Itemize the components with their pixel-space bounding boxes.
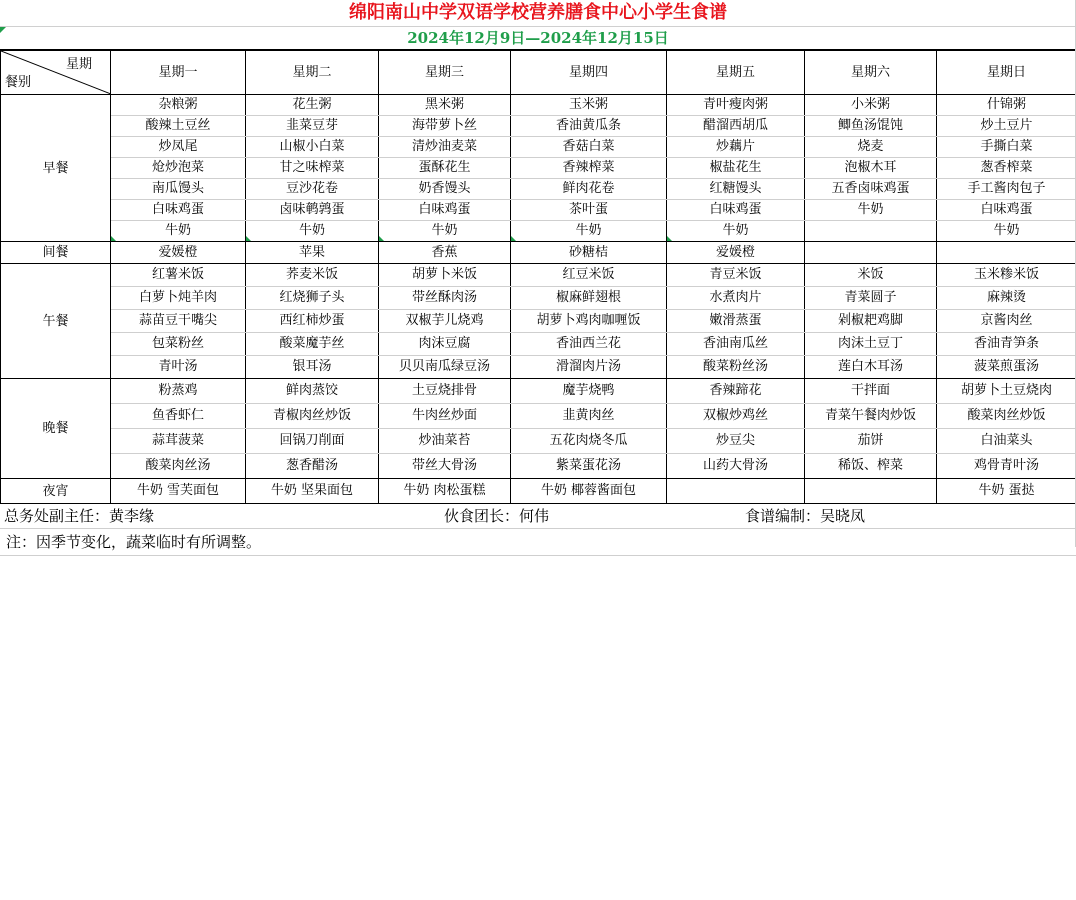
dish-cell [937,116,1076,137]
dish-cell [379,200,511,221]
dish-cell [937,404,1076,429]
day-header: 星期六 [805,51,937,95]
dish-name: 牛肉丝炒面 [411,408,477,423]
dish-cell [379,287,511,310]
dish-name: 带丝大骨汤 [411,458,477,473]
corner-weekday-label: 星期 [65,57,92,72]
dish-cell [246,116,379,137]
dish-cell [667,200,805,221]
dish-cell [111,116,246,137]
dish-name: 山椒小白菜 [279,139,345,154]
day-header: 星期一 [111,51,246,95]
dish-name: 韭黄肉丝 [562,408,615,423]
dish-cell [511,264,667,287]
dish-name: 手撕白菜 [980,139,1033,154]
meal-row [1,137,1076,158]
dish-name: 牛奶 [431,223,458,238]
dish-name: 炒藕片 [715,139,755,154]
dish-name: 烧麦 [857,139,884,154]
dish-cell [246,242,379,264]
dish-cell [246,310,379,333]
dish-name: 胡萝卜土豆烧肉 [960,383,1052,398]
dish-name: 香油西兰花 [555,336,621,351]
dish-name: 剁椒耙鸡脚 [837,313,903,328]
dish-name: 韭菜豆芽 [285,118,338,133]
dish-cell [805,404,937,429]
dish-cell [937,429,1076,454]
dish-name: 苹果 [298,245,325,260]
dish-cell [246,287,379,310]
dish-cell [111,404,246,429]
dish-cell [379,333,511,356]
dish-name: 青叶瘦肉粥 [702,97,768,112]
dish-name: 杂粮粥 [158,97,198,112]
dish-name: 紫菜蛋花汤 [555,458,621,473]
dish-cell [805,158,937,179]
dish-cell [937,310,1076,333]
dish-cell [511,137,667,158]
dish-name: 炝炒泡菜 [151,160,204,175]
dish-cell [111,200,246,221]
dish-name: 茶叶蛋 [568,202,608,217]
dish-name: 牛奶 [164,223,191,238]
dish-cell [511,454,667,479]
dish-name: 五花肉烧冬瓜 [549,433,628,448]
dish-cell [111,310,246,333]
dish-cell [937,454,1076,479]
dish-cell [937,479,1076,504]
dish-name: 泡椒木耳 [844,160,897,175]
dish-name: 海带萝卜丝 [411,118,477,133]
dish-cell [379,454,511,479]
dish-name: 红烧狮子头 [279,290,345,305]
dish-cell [805,333,937,356]
dish-cell [111,379,246,404]
dish-cell [667,116,805,137]
dish-cell [246,333,379,356]
dish-name: 奶香馒头 [418,181,471,196]
dish-name: 青叶汤 [158,359,198,374]
dish-name: 酸辣土豆丝 [145,118,211,133]
dish-name: 银耳汤 [292,359,332,374]
dish-cell [379,264,511,287]
dish-name: 贝贝南瓜绿豆汤 [398,359,490,374]
dish-name: 菠菜煎蛋汤 [973,359,1039,374]
dish-cell [805,287,937,310]
dish-cell [379,242,511,264]
dish-cell [937,379,1076,404]
dish-cell [667,404,805,429]
dish-cell [805,429,937,454]
dish-name: 葱香榨菜 [980,160,1033,175]
dish-name: 鲫鱼汤馄饨 [837,118,903,133]
dish-name: 牛奶 [722,223,749,238]
day-header: 星期三 [379,51,511,95]
dish-name: 牛奶 雪芙面包 [136,483,220,498]
header-row [1,51,1076,95]
dish-name: 白味鸡蛋 [151,202,204,217]
dish-name: 肉沫土豆丁 [837,336,903,351]
dish-cell [805,454,937,479]
dish-name: 米饭 [857,267,884,282]
dish-cell [111,95,246,116]
dish-name: 什锦粥 [986,97,1026,112]
dish-name: 爱媛橙 [715,245,755,260]
dish-name: 牛奶 [298,223,325,238]
compiler-label: 食谱编制：吴晓凤 [745,507,866,525]
dish-name: 酸菜粉丝汤 [702,359,768,374]
dish-cell [246,200,379,221]
dish-cell [379,404,511,429]
dish-name: 花生粥 [292,97,332,112]
dish-cell [511,479,667,504]
dish-name: 京酱肉丝 [980,313,1033,328]
dish-cell [937,333,1076,356]
meal-row [1,221,1076,242]
dish-cell [111,479,246,504]
date-range [0,27,1076,50]
dish-name: 双椒芋儿烧鸡 [405,313,484,328]
dish-cell [805,200,937,221]
dish-name: 牛奶 坚果面包 [270,483,354,498]
dish-name: 干拌面 [850,383,890,398]
dish-cell [511,200,667,221]
dish-cell [667,333,805,356]
dish-cell [937,356,1076,379]
dish-cell [246,179,379,200]
meal-row [1,356,1076,379]
meal-row [1,404,1076,429]
dish-cell [379,356,511,379]
dish-name: 滑溜肉片汤 [555,359,621,374]
dish-name: 爱媛橙 [158,245,198,260]
dish-cell [511,310,667,333]
dish-cell [937,158,1076,179]
dish-name: 手工酱肉包子 [967,181,1046,196]
meal-row [1,479,1076,504]
dish-name: 醋溜西胡瓜 [702,118,768,133]
dish-cell [246,158,379,179]
dish-name: 青菜圆子 [844,290,897,305]
dish-name: 黑米粥 [424,97,464,112]
dish-cell [111,429,246,454]
dish-name: 双椒炒鸡丝 [702,408,768,423]
meal-label: 间餐 [1,242,111,264]
dish-name: 莲白木耳汤 [837,359,903,374]
dish-cell [937,242,1076,264]
meal-row [1,264,1076,287]
meal-row [1,95,1076,116]
dish-cell [511,429,667,454]
dish-name: 荞麦米饭 [285,267,338,282]
meal-row [1,200,1076,221]
dish-cell [246,454,379,479]
dish-name: 红薯米饭 [151,267,204,282]
meal-row [1,242,1076,264]
dish-cell [111,287,246,310]
dish-cell [511,356,667,379]
meal-row [1,454,1076,479]
dish-cell [111,242,246,264]
dish-name: 香辣榨菜 [562,160,615,175]
dish-name: 西红柿炒蛋 [279,313,345,328]
dish-name: 麻辣烫 [986,290,1026,305]
dish-name: 稀饭、榨菜 [837,458,903,473]
dish-cell [805,479,937,504]
dish-name: 土豆烧排骨 [411,383,477,398]
day-header: 星期四 [511,51,667,95]
dish-name: 鱼香虾仁 [151,408,204,423]
dish-name: 牛奶 [575,223,602,238]
dish-name: 胡萝卜米饭 [411,267,477,282]
dish-name: 小米粥 [850,97,890,112]
dish-cell [511,242,667,264]
cell-marker [667,236,672,241]
dish-name: 青豆米饭 [709,267,762,282]
dish-cell [111,221,246,242]
dish-cell [667,179,805,200]
dish-cell [511,379,667,404]
dish-cell [805,221,937,242]
dish-name: 白味鸡蛋 [418,202,471,217]
dish-cell [667,221,805,242]
dish-cell [511,404,667,429]
dish-cell [805,356,937,379]
dish-cell [937,287,1076,310]
cell-marker [511,236,516,241]
dish-cell [667,310,805,333]
meal-row [1,287,1076,310]
dish-cell [805,179,937,200]
dish-cell [667,287,805,310]
dish-cell [379,116,511,137]
dish-cell [379,221,511,242]
dish-name: 香菇白菜 [562,139,615,154]
dish-cell [511,116,667,137]
dish-name: 炒凤尾 [158,139,198,154]
date-range-text: 2024年12月9日—2024年12月15日 [407,29,669,47]
dish-name: 鸡骨青叶汤 [973,458,1039,473]
dish-cell [511,179,667,200]
dish-cell [805,116,937,137]
leader-label: 伙食团长：何伟 [444,507,550,525]
dish-name: 鲜肉花卷 [562,181,615,196]
page-title: 绵阳南山中学双语学校营养膳食中心小学生食谱 [0,0,1076,27]
day-header: 星期二 [246,51,379,95]
dish-cell [667,137,805,158]
meal-row [1,310,1076,333]
dish-name: 砂糖桔 [568,245,608,260]
cell-marker [111,236,116,241]
meal-row [1,179,1076,200]
dish-name: 牛奶 [857,202,884,217]
dish-cell [805,242,937,264]
meal-label: 晚餐 [1,379,111,479]
dish-cell [111,137,246,158]
dish-cell [246,356,379,379]
dish-cell [246,137,379,158]
cell-marker [379,236,384,241]
dish-cell [805,379,937,404]
dish-cell [111,158,246,179]
dish-cell [379,429,511,454]
dish-cell [246,221,379,242]
meal-row [1,379,1076,404]
dish-cell [379,479,511,504]
dish-cell [805,95,937,116]
dish-cell [111,179,246,200]
dish-name: 红豆米饭 [562,267,615,282]
dish-cell [511,221,667,242]
dish-cell [111,454,246,479]
dish-name: 香油黄瓜条 [555,118,621,133]
dish-name: 玉米粥 [568,97,608,112]
dish-name: 嫩滑蒸蛋 [709,313,762,328]
dish-cell [805,137,937,158]
dish-name: 炒土豆片 [980,118,1033,133]
dish-cell [246,264,379,287]
dish-name: 炒豆尖 [715,433,755,448]
footer-note: 注：因季节变化，蔬菜临时有所调整。 [0,529,1076,556]
dish-cell [379,310,511,333]
dish-cell [805,264,937,287]
dish-name: 葱香醋汤 [285,458,338,473]
dish-name: 酸菜肉丝炒饭 [967,408,1046,423]
dish-name: 粉蒸鸡 [158,383,198,398]
footer-signatures [0,504,1076,529]
dish-cell [667,95,805,116]
dish-name: 蒜茸菠菜 [151,433,204,448]
dish-name: 酸菜肉丝汤 [145,458,211,473]
menu-table [0,50,1076,504]
dish-cell [937,137,1076,158]
dish-name: 甘之味榨菜 [279,160,345,175]
dish-name: 蒜苗豆干嘴尖 [138,313,217,328]
dish-cell [111,356,246,379]
day-header: 星期五 [667,51,805,95]
dish-name: 五香卤味鸡蛋 [831,181,910,196]
meal-row [1,429,1076,454]
dish-name: 回锅刀削面 [279,433,345,448]
dish-name: 带丝酥肉汤 [411,290,477,305]
dish-cell [246,404,379,429]
dish-cell [667,356,805,379]
dish-name: 玉米糁米饭 [973,267,1039,282]
dish-cell [246,379,379,404]
dish-cell [667,264,805,287]
dish-cell [111,264,246,287]
corner-cell [1,51,111,95]
dish-name: 牛奶 [993,223,1020,238]
dish-name: 卤味鹌鹑蛋 [279,202,345,217]
dish-name: 鲜肉蒸饺 [285,383,338,398]
dish-name: 青菜午餐肉炒饭 [824,408,916,423]
dish-name: 红糖馒头 [709,181,762,196]
dish-name: 茄饼 [857,433,884,448]
dish-name: 牛奶 蛋挞 [978,483,1035,498]
dish-cell [667,379,805,404]
dish-cell [379,158,511,179]
dish-name: 牛奶 椰蓉酱面包 [540,483,637,498]
dish-name: 白萝卜炖羊肉 [138,290,217,305]
dish-name: 水煮肉片 [709,290,762,305]
dish-cell [667,158,805,179]
meal-row [1,158,1076,179]
dish-name: 炒油菜苔 [418,433,471,448]
dish-name: 豆沙花卷 [285,181,338,196]
meal-row [1,333,1076,356]
dish-cell [379,95,511,116]
dish-cell [246,95,379,116]
dish-cell [246,479,379,504]
cell-marker [246,236,251,241]
dish-cell [511,158,667,179]
day-header: 星期日 [937,51,1076,95]
dish-name: 包菜粉丝 [151,336,204,351]
dish-name: 蛋酥花生 [418,160,471,175]
dish-name: 牛奶 肉松蛋糕 [403,483,486,498]
dish-name: 椒麻鲜翅根 [555,290,621,305]
dish-name: 香油南瓜丝 [702,336,768,351]
dish-cell [937,95,1076,116]
dish-cell [937,179,1076,200]
cell-marker [0,27,6,33]
dish-cell [937,221,1076,242]
dish-cell [667,479,805,504]
dish-name: 胡萝卜鸡肉咖喱饭 [536,313,641,328]
dish-name: 酸菜魔芋丝 [279,336,345,351]
dish-name: 清炒油麦菜 [411,139,477,154]
dish-name: 肉沫豆腐 [418,336,471,351]
dish-name: 白味鸡蛋 [709,202,762,217]
dish-cell [667,454,805,479]
dish-name: 山药大骨汤 [702,458,768,473]
dish-name: 魔芋烧鸭 [562,383,615,398]
dish-cell [667,429,805,454]
dish-cell [805,310,937,333]
dish-cell [379,137,511,158]
corner-meal-label: 餐别 [5,75,32,90]
dish-name: 香油青笋条 [973,336,1039,351]
meal-row [1,116,1076,137]
dish-cell [511,95,667,116]
dish-name: 香蕉 [431,245,458,260]
dish-name: 椒盐花生 [709,160,762,175]
dish-cell [667,242,805,264]
dish-name: 白油菜头 [980,433,1033,448]
meal-label: 早餐 [1,95,111,242]
meal-label: 夜宵 [1,479,111,504]
meal-label: 午餐 [1,264,111,379]
director-label: 总务处副主任：黄李缘 [4,507,155,525]
dish-name: 南瓜馒头 [151,181,204,196]
dish-cell [937,264,1076,287]
dish-cell [379,179,511,200]
dish-cell [511,333,667,356]
dish-name: 香辣蹄花 [709,383,762,398]
dish-cell [937,200,1076,221]
dish-name: 青椒肉丝炒饭 [272,408,351,423]
dish-cell [379,379,511,404]
dish-cell [246,429,379,454]
dish-cell [111,333,246,356]
dish-name: 白味鸡蛋 [980,202,1033,217]
dish-cell [511,287,667,310]
